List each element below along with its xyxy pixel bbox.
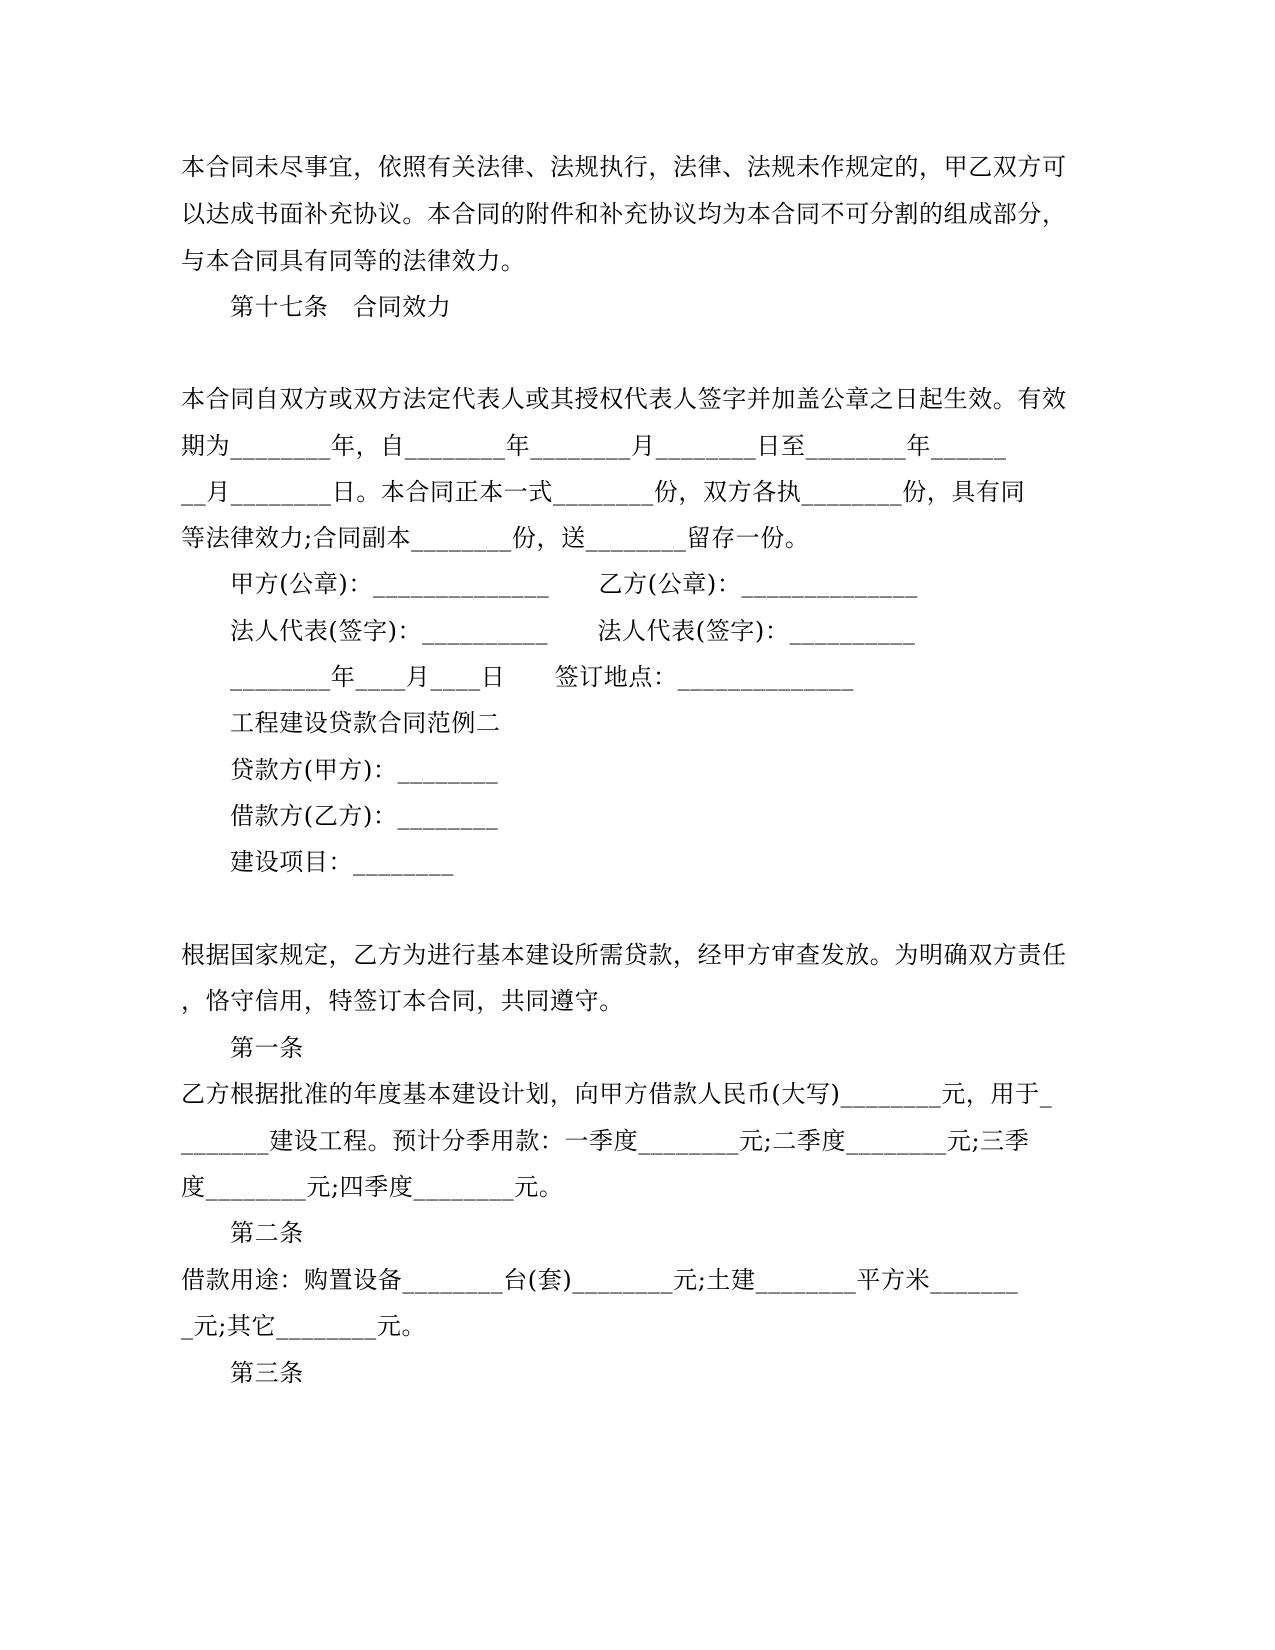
paragraph-line: 度________元;四季度________元。	[181, 1173, 564, 1201]
paragraph-line: _元;其它________元。	[181, 1312, 427, 1340]
article-heading: 第三条	[230, 1359, 304, 1387]
article-heading: 第一条	[230, 1034, 304, 1062]
paragraph-line: 以达成书面补充协议。本合同的附件和补充协议均为本合同不可分割的组成部分，	[181, 200, 1067, 228]
paragraph-line: ，恪守信用，特签订本合同，共同遵守。	[181, 987, 624, 1015]
article-heading: 第十七条 合同效力	[230, 293, 452, 321]
signature-line: 法人代表(签字)：__________ 法人代表(签字)：__________	[230, 617, 916, 645]
paragraph-line: 根据国家规定，乙方为进行基本建设所需贷款，经甲方审查发放。为明确双方责任	[181, 941, 1067, 969]
party-field: 借款方(乙方)：________	[230, 802, 499, 830]
paragraph-line: 等法律效力;合同副本________份，送________留存一份。	[181, 524, 810, 552]
paragraph-line: 乙方根据批准的年度基本建设计划，向甲方借款人民币(大写)________元，用于_	[181, 1080, 1053, 1108]
paragraph-line: 与本合同具有同等的法律效力。	[181, 247, 526, 275]
party-field: 贷款方(甲方)：________	[230, 756, 499, 784]
project-field: 建设项目：________	[230, 848, 454, 876]
signature-line: ________年____月____日 签订地点：______________	[230, 663, 854, 691]
article-heading: 第二条	[230, 1219, 304, 1247]
paragraph-line: _______建设工程。预计分季用款：一季度________元;二季度________元;三季	[181, 1127, 1030, 1155]
paragraph-line: 借款用途：购置设备________台(套)________元;土建________平方米_______	[181, 1266, 1019, 1294]
section-title: 工程建设贷款合同范例二	[230, 709, 501, 737]
paragraph-line: 期为________年，自________年________月________日至________年______	[181, 432, 1007, 460]
signature-line: 甲方(公章)：______________ 乙方(公章)：______________	[230, 570, 918, 598]
paragraph-line: __月________日。本合同正本一式________份，双方各执________份，具有同	[181, 478, 1026, 506]
paragraph-line: 本合同未尽事宜，依照有关法律、法规执行，法律、法规未作规定的，甲乙双方可	[181, 153, 1067, 181]
paragraph-line: 本合同自双方或双方法定代表人或其授权代表人签字并加盖公章之日起生效。有效	[181, 385, 1067, 413]
